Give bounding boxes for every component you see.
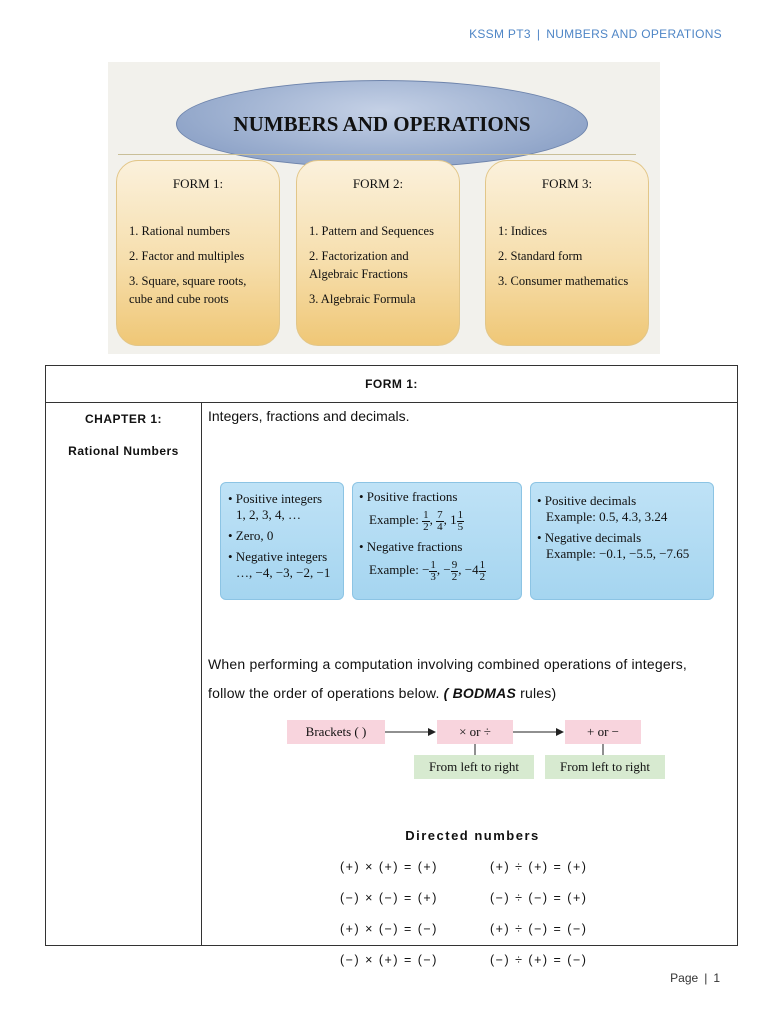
flow-left-to-right-2: From left to right <box>545 755 665 779</box>
running-header <box>469 27 722 41</box>
bodmas-text: When performing a computation involving combined operations of integers, follow the order of operations below. <box>208 656 687 701</box>
page-number: 1 <box>713 971 720 985</box>
header-left: KSSM PT3 <box>469 27 531 41</box>
integers-positive-label: • Positive integers <box>228 491 323 506</box>
form2-title: FORM 2: <box>352 176 404 191</box>
page-label: Page <box>670 971 699 985</box>
example-label: Example: <box>369 512 419 527</box>
form2-item: 3. Algebraic Formula <box>309 292 416 306</box>
bodmas-keyword: ( BODMAS <box>443 685 517 701</box>
rule-multiply: (+) × (−) = (−) <box>340 922 438 936</box>
overview-banner <box>108 62 660 354</box>
table-header: FORM 1: <box>46 366 737 403</box>
fraction: $\frac{7}{4}$ <box>437 508 443 533</box>
fraction: $\frac{1}{2}$ <box>479 558 486 583</box>
form1-box <box>116 160 280 346</box>
fraction: $\frac{1}{5}$ <box>457 508 464 533</box>
banner-title: NUMBERS AND OPERATIONS <box>233 111 531 136</box>
form1-item: 2. Factor and multiples <box>129 249 245 263</box>
integers-negative-values: …, −4, −3, −2, −1 <box>236 565 331 580</box>
form1-item: 1. Rational numbers <box>129 224 231 238</box>
form1-table <box>45 365 738 967</box>
chapter-label: CHAPTER 1: <box>84 412 162 426</box>
rule-divide: (+) ÷ (+) = (+) <box>490 860 588 874</box>
fractions-negative-example: Example: − $\frac{1}{3}$ , − $\frac{9}{2}$ , −4 $\frac{1}{2}$ <box>369 558 486 583</box>
integers-negative-label: • Negative integers <box>228 549 328 564</box>
form3-item: 2. Standard form <box>498 249 583 263</box>
rule-multiply: (−) × (+) = (−) <box>340 953 438 967</box>
form3-item: 3. Consumer mathematics <box>498 274 629 288</box>
mixed-whole: 1 <box>450 512 457 527</box>
rule-multiply: (+) × (+) = (+) <box>340 860 438 874</box>
form2-box <box>296 160 460 346</box>
decimals-positive-values: Example: 0.5, 4.3, 3.24 <box>546 509 668 524</box>
form3-item: 1: Indices <box>498 224 547 238</box>
fractions-positive-label: • Positive fractions <box>359 489 458 504</box>
chapter-cell <box>46 402 201 458</box>
decimals-negative-label: • Negative decimals <box>537 530 642 545</box>
header-separator: | <box>536 27 541 41</box>
decimals-negative-values: Example: −0.1, −5.5, −7.65 <box>546 546 690 561</box>
chapter-name: Rational Numbers <box>68 444 179 458</box>
flow-multiply-divide: × or ÷ <box>437 720 513 744</box>
header-right: NUMBERS AND OPERATIONS <box>546 27 722 41</box>
flow-add-subtract: + or − <box>565 720 641 744</box>
form3-title: FORM 3: <box>541 176 593 191</box>
intro-text: Integers, fractions and decimals. <box>208 408 410 424</box>
fraction: $\frac{1}{3}$ <box>430 558 436 583</box>
rule-multiply: (−) × (−) = (+) <box>340 891 438 905</box>
form1-item: 3. Square, square roots, cube and cube roots <box>129 274 247 306</box>
decimals-positive-label: • Positive decimals <box>537 493 637 508</box>
column-divider <box>201 402 202 945</box>
mixed-whole: 4 <box>472 562 479 577</box>
footer-separator: | <box>704 971 708 985</box>
fraction: $\frac{9}{2}$ <box>451 558 458 583</box>
form3-box <box>485 160 649 346</box>
page-footer <box>670 971 720 985</box>
form2-item: 1. Pattern and Sequences <box>309 224 434 238</box>
flow-brackets: Brackets ( ) <box>287 720 385 744</box>
example-label: Example: <box>369 562 419 577</box>
form2-item: 2. Factorization and Algebraic Fractions <box>309 249 409 281</box>
flow-left-to-right-1: From left to right <box>414 755 534 779</box>
bodmas-rules-label: rules) <box>516 685 557 701</box>
integers-zero: • Zero, 0 <box>228 528 274 543</box>
integers-positive-values: 1, 2, 3, 4, … <box>236 507 301 522</box>
form1-title: FORM 1: <box>172 176 224 191</box>
rule-divide: (+) ÷ (−) = (−) <box>490 922 588 936</box>
flow-arrows <box>208 402 728 802</box>
rule-divide: (−) ÷ (+) = (−) <box>490 953 588 967</box>
banner-divider <box>118 154 636 155</box>
fraction: $\frac{1}{2}$ <box>423 508 429 533</box>
fractions-negative-label: • Negative fractions <box>359 539 463 554</box>
rule-divide: (−) ÷ (−) = (+) <box>490 891 588 905</box>
fractions-positive-example: Example: $\frac{1}{2}$ , $\frac{7}{4}$ , 1 $\frac{1}{5}$ <box>369 508 464 533</box>
directed-numbers-title: Directed numbers <box>405 828 540 843</box>
